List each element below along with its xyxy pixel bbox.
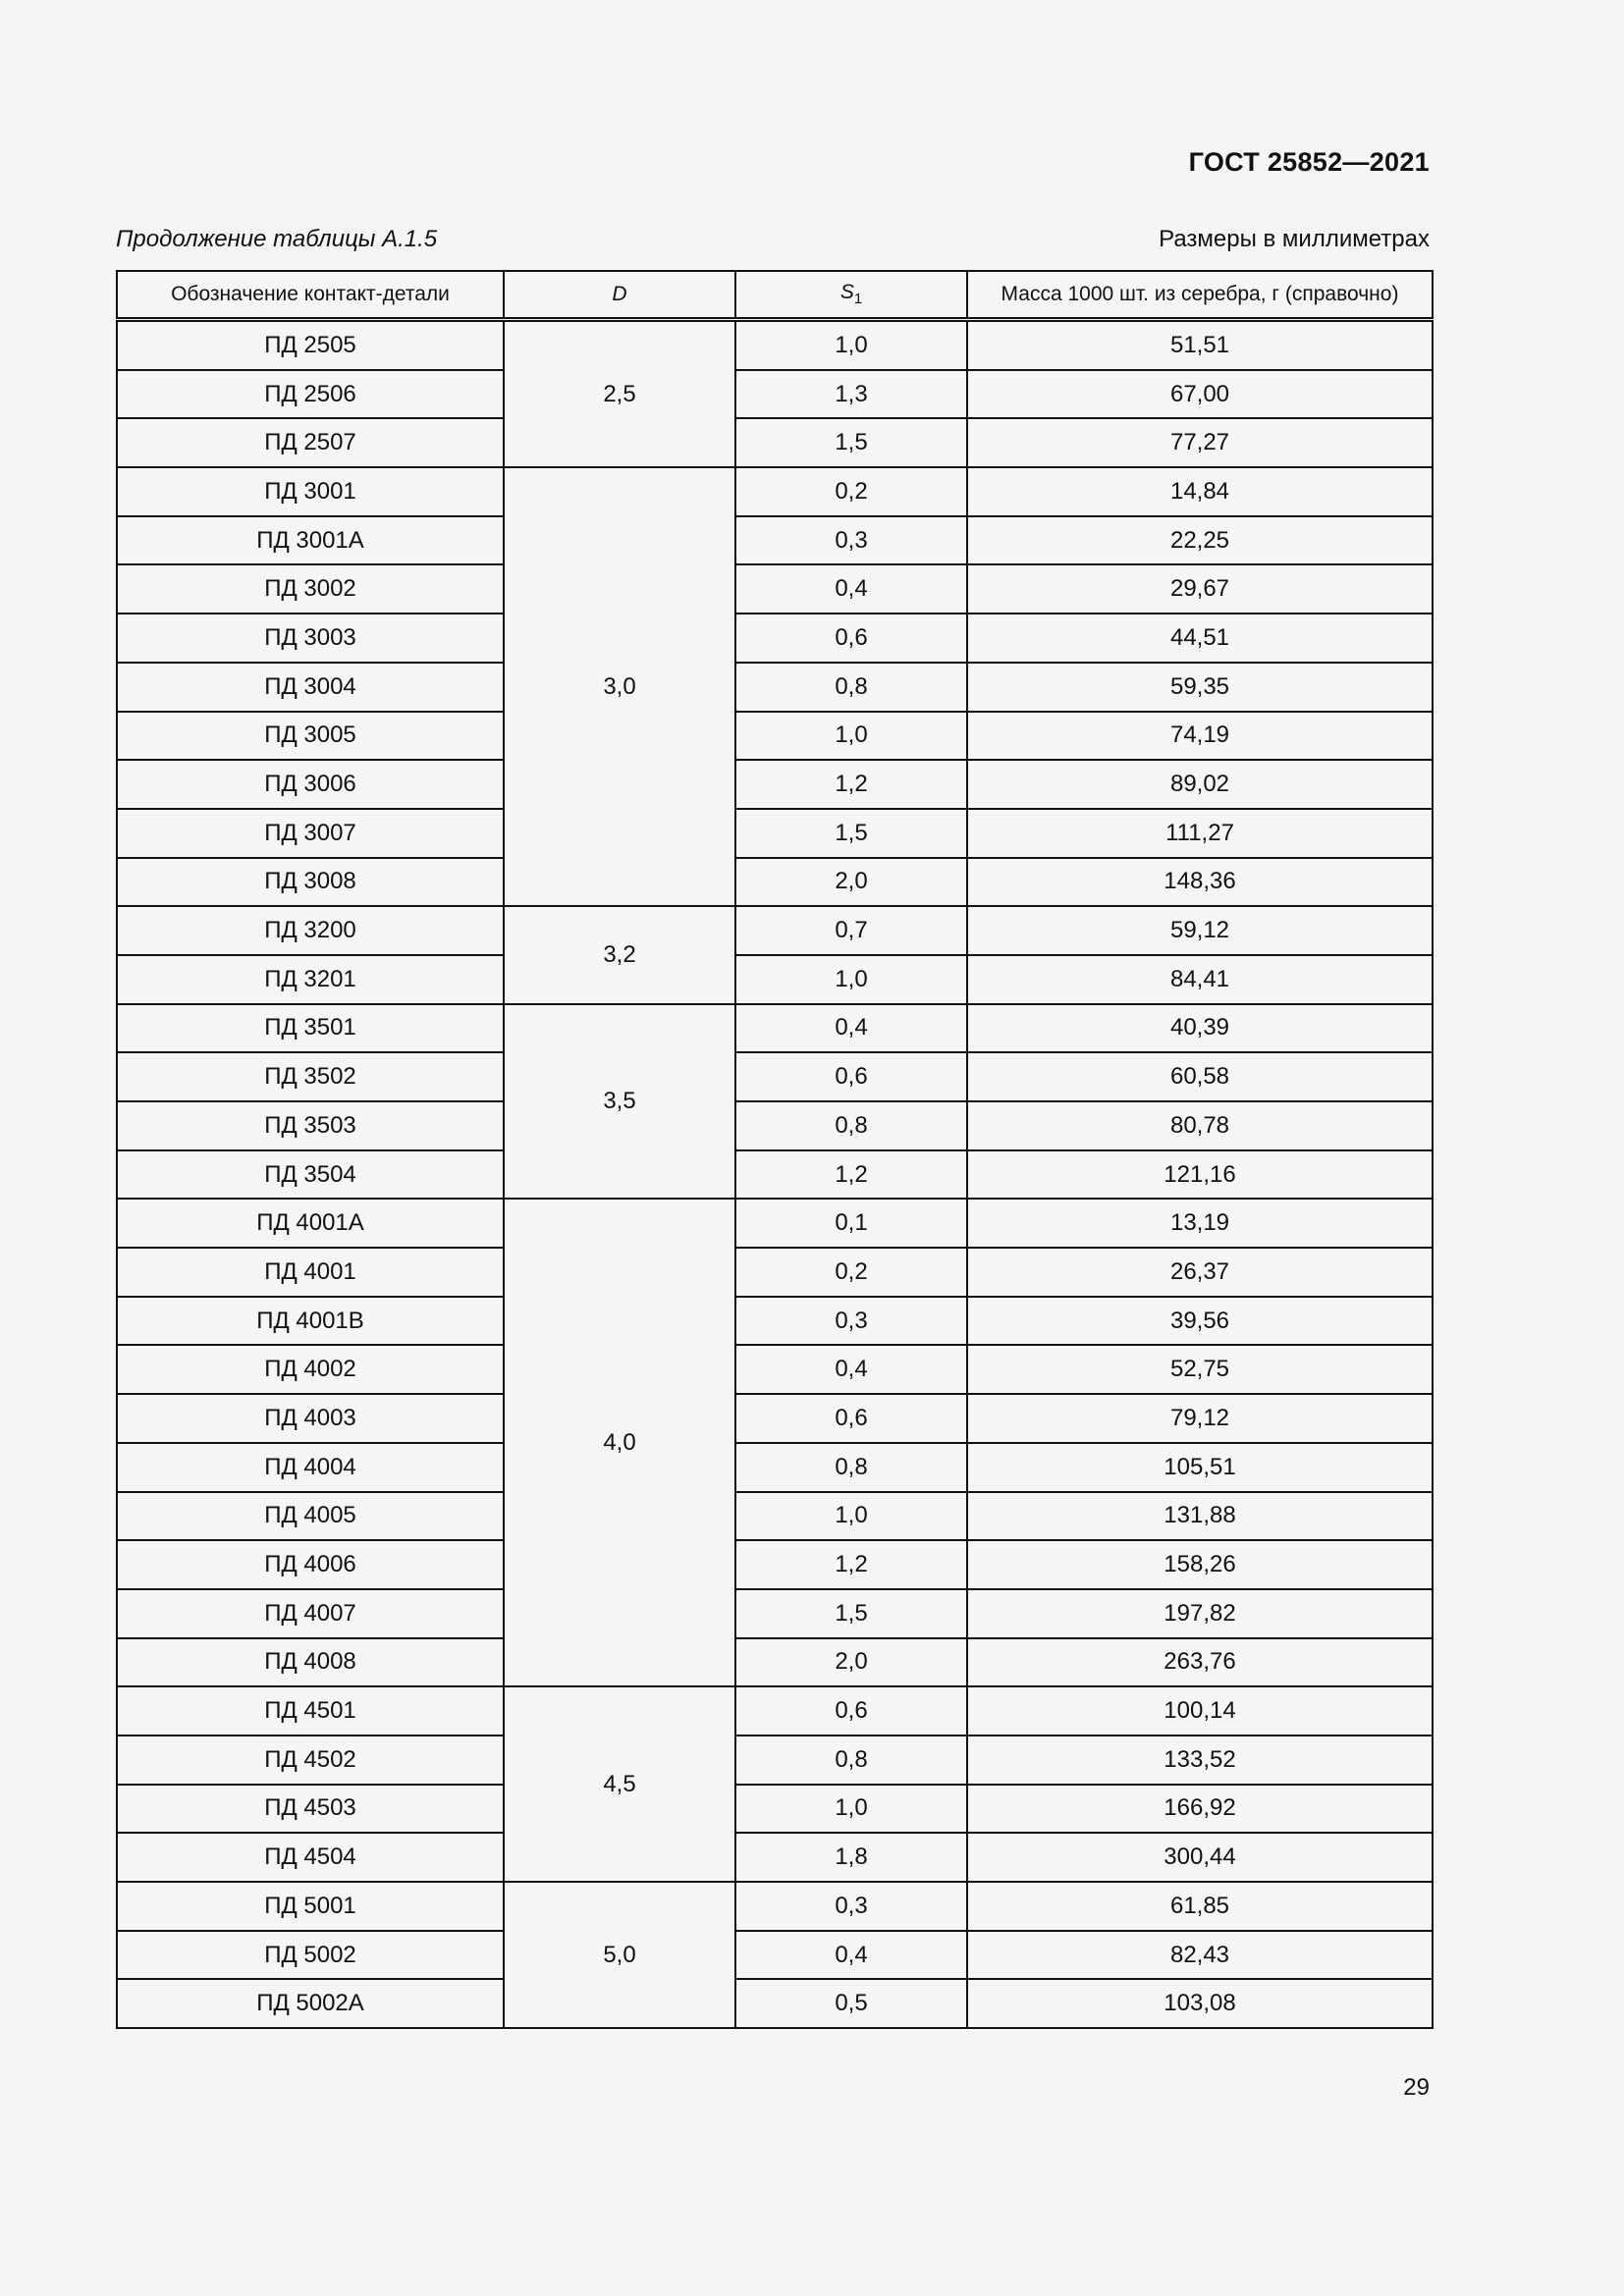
cell-mass: 61,85 — [967, 1882, 1433, 1931]
table-row — [117, 955, 1433, 1004]
cell-mass: 40,39 — [967, 1004, 1433, 1053]
table-row — [117, 1882, 1433, 1931]
cell-s1: 0,3 — [735, 516, 967, 565]
cell-designation: ПД 3504 — [117, 1150, 504, 1200]
cell-mass: 80,78 — [967, 1101, 1433, 1150]
cell-mass: 133,52 — [967, 1735, 1433, 1785]
table-header — [117, 271, 1433, 320]
cell-mass: 121,16 — [967, 1150, 1433, 1200]
cell-designation: ПД 2506 — [117, 370, 504, 419]
cell-s1: 0,8 — [735, 663, 967, 712]
cell-mass: 166,92 — [967, 1785, 1433, 1834]
cell-designation: ПД 3002 — [117, 564, 504, 614]
cell-s1: 1,5 — [735, 418, 967, 467]
table-row — [117, 1443, 1433, 1492]
column-header-s1 — [735, 271, 967, 320]
units-note: Размеры в миллиметрах — [1159, 226, 1430, 252]
cell-s1: 0,4 — [735, 1345, 967, 1394]
cell-s1: 1,0 — [735, 712, 967, 761]
table-row — [117, 1297, 1433, 1346]
cell-s1: 0,2 — [735, 1248, 967, 1297]
cell-mass: 59,35 — [967, 663, 1433, 712]
cell-s1: 0,1 — [735, 1199, 967, 1248]
cell-designation: ПД 3004 — [117, 663, 504, 712]
cell-mass: 148,36 — [967, 858, 1433, 907]
cell-designation: ПД 3006 — [117, 760, 504, 809]
cell-designation: ПД 3201 — [117, 955, 504, 1004]
column-header-d: D — [504, 271, 735, 320]
cell-mass: 105,51 — [967, 1443, 1433, 1492]
cell-designation: ПД 3005 — [117, 712, 504, 761]
cell-mass: 67,00 — [967, 370, 1433, 419]
cell-s1: 1,0 — [735, 320, 967, 370]
cell-designation: ПД 4002 — [117, 1345, 504, 1394]
cell-d: 2,5 — [504, 320, 735, 468]
cell-mass: 74,19 — [967, 712, 1433, 761]
cell-designation: ПД 3008 — [117, 858, 504, 907]
table-row — [117, 712, 1433, 761]
cell-d: 3,5 — [504, 1004, 735, 1200]
cell-designation: ПД 4005 — [117, 1492, 504, 1541]
cell-designation: ПД 3003 — [117, 614, 504, 663]
cell-s1: 1,0 — [735, 955, 967, 1004]
cell-designation: ПД 4501 — [117, 1686, 504, 1735]
cell-s1: 0,8 — [735, 1443, 967, 1492]
cell-designation: ПД 4503 — [117, 1785, 504, 1834]
table-row — [117, 1735, 1433, 1785]
cell-designation: ПД 2505 — [117, 320, 504, 370]
cell-s1: 0,4 — [735, 1004, 967, 1053]
cell-designation: ПД 5001 — [117, 1882, 504, 1931]
cell-mass: 14,84 — [967, 467, 1433, 516]
cell-mass: 59,12 — [967, 906, 1433, 955]
cell-designation: ПД 4007 — [117, 1589, 504, 1638]
table-row — [117, 614, 1433, 663]
cell-s1: 1,3 — [735, 370, 967, 419]
cell-designation: ПД 3001 — [117, 467, 504, 516]
table-row — [117, 467, 1433, 516]
cell-d: 4,0 — [504, 1199, 735, 1686]
table-row — [117, 320, 1433, 370]
cell-s1: 0,7 — [735, 906, 967, 955]
cell-mass: 89,02 — [967, 760, 1433, 809]
cell-mass: 60,58 — [967, 1052, 1433, 1101]
cell-mass: 26,37 — [967, 1248, 1433, 1297]
table-row — [117, 858, 1433, 907]
cell-mass: 263,76 — [967, 1638, 1433, 1687]
cell-designation: ПД 4006 — [117, 1540, 504, 1589]
cell-designation: ПД 3501 — [117, 1004, 504, 1053]
table-row — [117, 1785, 1433, 1834]
cell-d: 3,2 — [504, 906, 735, 1003]
column-header-mass: Масса 1000 шт. из серебра, г (справочно) — [967, 271, 1433, 320]
cell-s1: 0,6 — [735, 1052, 967, 1101]
cell-designation: ПД 3001А — [117, 516, 504, 565]
cell-designation: ПД 3503 — [117, 1101, 504, 1150]
cell-designation: ПД 4008 — [117, 1638, 504, 1687]
cell-s1: 0,2 — [735, 467, 967, 516]
s1-symbol: S — [839, 281, 854, 304]
table-row — [117, 1589, 1433, 1638]
cell-mass: 22,25 — [967, 516, 1433, 565]
s1-subscript: 1 — [853, 291, 863, 308]
table-row — [117, 1101, 1433, 1150]
table-caption: Продолжение таблицы А.1.5 — [116, 226, 438, 252]
cell-designation: ПД 3007 — [117, 809, 504, 858]
cell-designation: ПД 4502 — [117, 1735, 504, 1785]
cell-mass: 300,44 — [967, 1833, 1433, 1882]
cell-mass: 44,51 — [967, 614, 1433, 663]
cell-mass: 79,12 — [967, 1394, 1433, 1443]
cell-s1: 0,4 — [735, 564, 967, 614]
table-row — [117, 1638, 1433, 1687]
cell-designation: ПД 4004 — [117, 1443, 504, 1492]
contact-parts-table — [116, 270, 1434, 2029]
cell-designation: ПД 4001 — [117, 1248, 504, 1297]
cell-designation: ПД 3502 — [117, 1052, 504, 1101]
cell-d: 5,0 — [504, 1882, 735, 2028]
cell-designation: ПД 4001А — [117, 1199, 504, 1248]
page-number: 29 — [1403, 2074, 1430, 2101]
table-row — [117, 1492, 1433, 1541]
table-row — [117, 809, 1433, 858]
cell-designation: ПД 3200 — [117, 906, 504, 955]
table-row — [117, 1979, 1433, 2028]
table-row — [117, 1248, 1433, 1297]
cell-mass: 103,08 — [967, 1979, 1433, 2028]
cell-s1: 0,6 — [735, 1686, 967, 1735]
cell-mass: 131,88 — [967, 1492, 1433, 1541]
table-row — [117, 418, 1433, 467]
document-code: ГОСТ 25852—2021 — [1188, 147, 1430, 177]
cell-s1: 0,3 — [735, 1882, 967, 1931]
table-row — [117, 663, 1433, 712]
table-row — [117, 1004, 1433, 1053]
cell-d: 3,0 — [504, 467, 735, 906]
table-row — [117, 1686, 1433, 1735]
cell-mass: 52,75 — [967, 1345, 1433, 1394]
cell-designation: ПД 2507 — [117, 418, 504, 467]
cell-d: 4,5 — [504, 1686, 735, 1882]
cell-s1: 2,0 — [735, 1638, 967, 1687]
cell-mass: 39,56 — [967, 1297, 1433, 1346]
table-row — [117, 760, 1433, 809]
cell-s1: 0,8 — [735, 1101, 967, 1150]
table-body — [117, 320, 1433, 2029]
cell-designation: ПД 5002А — [117, 1979, 504, 2028]
table-row — [117, 1199, 1433, 1248]
table-row — [117, 1150, 1433, 1200]
table-row — [117, 1540, 1433, 1589]
cell-s1: 1,8 — [735, 1833, 967, 1882]
cell-designation: ПД 5002 — [117, 1931, 504, 1980]
cell-mass: 29,67 — [967, 564, 1433, 614]
cell-mass: 84,41 — [967, 955, 1433, 1004]
cell-s1: 1,5 — [735, 1589, 967, 1638]
cell-s1: 2,0 — [735, 858, 967, 907]
cell-s1: 0,6 — [735, 1394, 967, 1443]
table-row — [117, 564, 1433, 614]
cell-designation: ПД 4504 — [117, 1833, 504, 1882]
table-row — [117, 516, 1433, 565]
cell-mass: 82,43 — [967, 1931, 1433, 1980]
table-row — [117, 1931, 1433, 1980]
column-header-designation: Обозначение контакт-детали — [117, 271, 504, 320]
cell-mass: 13,19 — [967, 1199, 1433, 1248]
cell-s1: 0,8 — [735, 1735, 967, 1785]
cell-mass: 100,14 — [967, 1686, 1433, 1735]
table-row — [117, 1833, 1433, 1882]
table-row — [117, 1345, 1433, 1394]
cell-s1: 1,2 — [735, 1150, 967, 1200]
cell-mass: 197,82 — [967, 1589, 1433, 1638]
cell-s1: 1,2 — [735, 760, 967, 809]
cell-s1: 0,6 — [735, 614, 967, 663]
table-row — [117, 906, 1433, 955]
cell-s1: 1,0 — [735, 1492, 967, 1541]
cell-mass: 51,51 — [967, 320, 1433, 370]
table-row — [117, 1052, 1433, 1101]
cell-s1: 0,3 — [735, 1297, 967, 1346]
cell-designation: ПД 4003 — [117, 1394, 504, 1443]
table-row — [117, 1394, 1433, 1443]
cell-s1: 1,2 — [735, 1540, 967, 1589]
table-row — [117, 370, 1433, 419]
cell-s1: 0,4 — [735, 1931, 967, 1980]
cell-s1: 1,0 — [735, 1785, 967, 1834]
cell-mass: 77,27 — [967, 418, 1433, 467]
cell-s1: 0,5 — [735, 1979, 967, 2028]
cell-s1: 1,5 — [735, 809, 967, 858]
header-row — [117, 271, 1433, 320]
cell-mass: 111,27 — [967, 809, 1433, 858]
cell-designation: ПД 4001В — [117, 1297, 504, 1346]
cell-mass: 158,26 — [967, 1540, 1433, 1589]
